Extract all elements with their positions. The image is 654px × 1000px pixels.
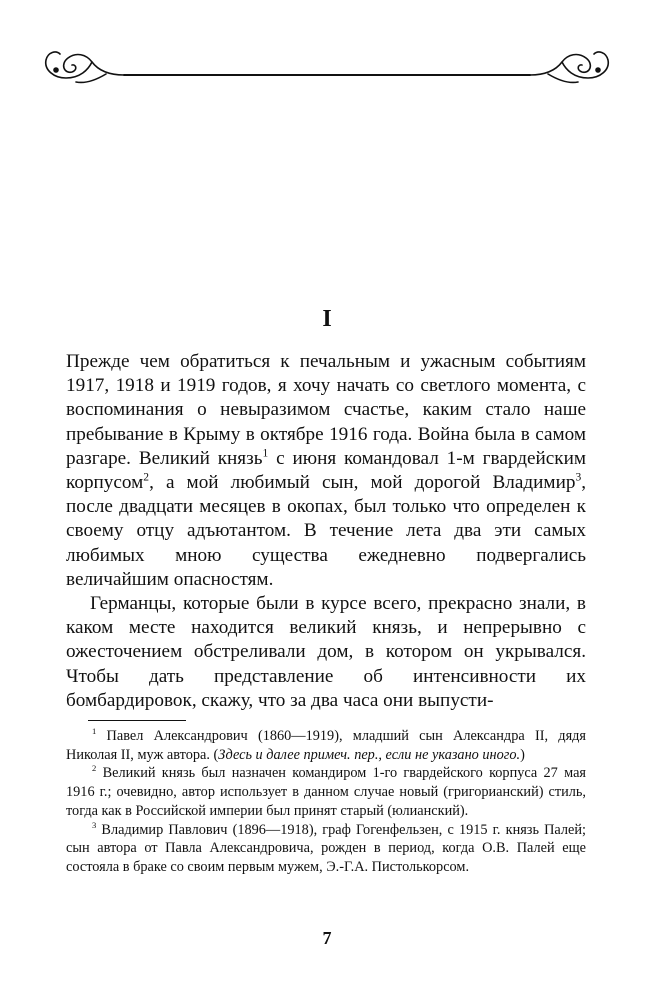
decorative-header-ornament [36, 40, 618, 90]
footnote-ref[interactable]: 2 [143, 471, 150, 484]
footnote: $^2$ Великий князь был назначен командиром 1-го гвардейского корпуса 27 мая 1916 г.; очевидно, автор использует в данном случае новый (григорианский) стиль, тогда как в Российской империи был принят старый (юлианский). [66, 763, 586, 819]
footnote-ref[interactable]: 1 [262, 447, 269, 460]
footnote: $^3$ Владимир Павлович (1896—1918), граф Гогенфельзен, с 1915 г. князь Палей; сын автора от Павла Александровича, рожден в период, когда О.В. Палей еще состояла в браке со своим первым мужем, Э.-Г.А. Пистолькорсом. [66, 819, 586, 875]
footnote-separator [88, 720, 186, 721]
page-number: 7 [322, 928, 332, 948]
footnote-number: 1 [92, 726, 97, 737]
main-text [66, 350, 586, 713]
footnotes [66, 727, 586, 877]
paragraph: Германцы, которые были в курсе всего, прекрасно знали, в каком месте находится великий князь, и непрерывно с ожесточением обстреливали дом, в котором он укрывался. Чтобы дать представление об интенсивности их бомбардировок, скажу, что за два часа они выпусти- [66, 593, 586, 711]
footnote-number: 3 [92, 819, 97, 830]
chapter-heading: I [322, 306, 332, 332]
footnote-number: 2 [92, 763, 97, 774]
footnote: $^1$ Павел Александрович (1860—1919), младший сын Александра II, дядя Николая II, муж автора. (Здесь и далее примеч. пер., если не указано иного.) [66, 726, 586, 763]
paragraph: Прежде чем обратиться к печальным и ужасным событиям 1917, 1918 и 1919 годов, я хочу начать со светлого момента, с воспоминания о невыразимом счастье, каким стало наше пребывание в Крыму в октябре 1916 года. Война была в самом разгаре. Великий князь$^1$ с июня командовал 1-м гвардейским корпусом$^2$, а мой любимый сын, мой дорогой Владимир$^3$, после двадцати месяцев в окопах, был только что определен к своему отцу адъютантом. В течение лета два эти самых любимых мною существа ежедневно подвергались величайшим опасностям. [66, 351, 586, 590]
footnote-ref[interactable]: 3 [575, 471, 582, 484]
